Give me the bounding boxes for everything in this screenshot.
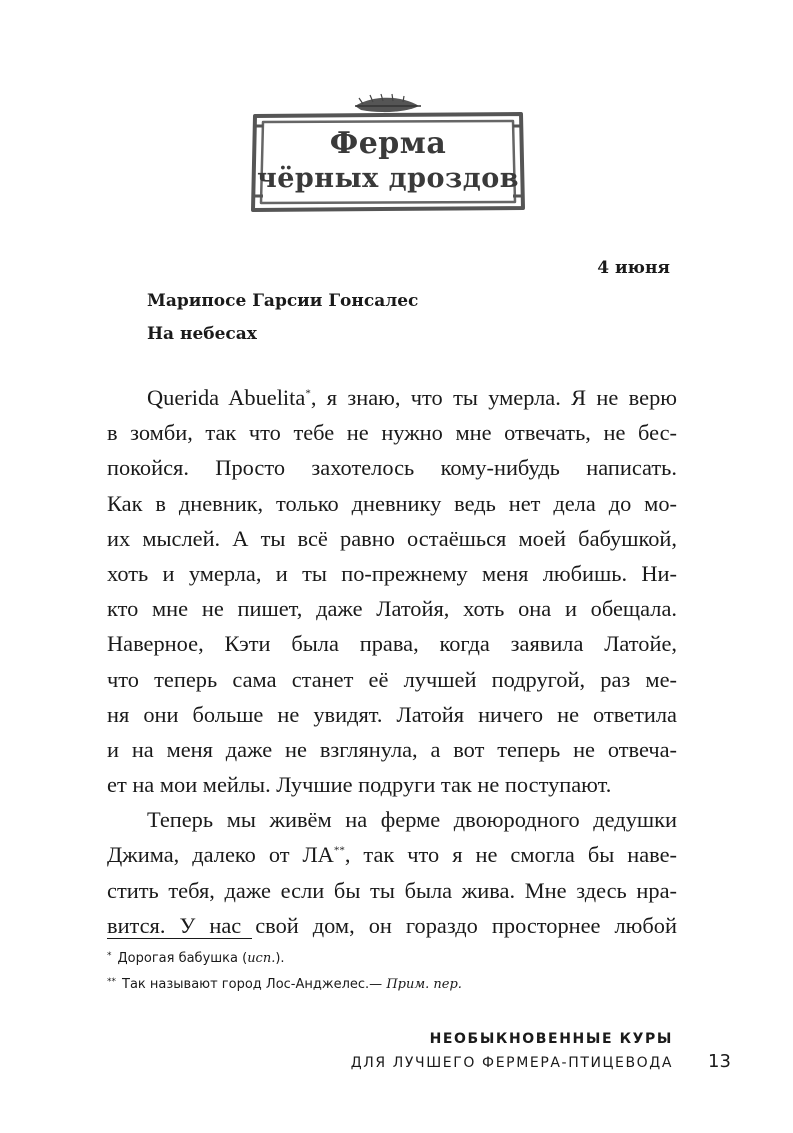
- text-segment: Querida Abuelita: [147, 385, 306, 410]
- text-segment: Джима, далеко от ЛА: [107, 842, 334, 868]
- body-line: [107, 380, 677, 415]
- letter-location: На небесах: [147, 324, 257, 344]
- body-line: Как в дневник, только дневнику ведь нет дела до мо-: [107, 490, 677, 516]
- body-line: стить тебя, даже если бы ты была жива. Мне здесь нра-: [107, 877, 677, 903]
- body-line: их мыслей. А ты всё равно остаёшься моей бабушкой,: [107, 525, 677, 551]
- body-line: хоть и умерла, и ты по-прежнему меня любишь. Ни-: [107, 560, 677, 586]
- body-line: и на меня даже не взглянула, а вот теперь не отвеча-: [107, 736, 677, 762]
- body-line: ня они больше не увидят. Латойя ничего не ответила: [107, 701, 677, 727]
- letter-body: [107, 380, 677, 943]
- footnote-1: [107, 951, 285, 966]
- footnote-text: ).: [275, 951, 285, 966]
- body-line: покойся. Просто захотелось кому-нибудь написать.: [107, 455, 677, 481]
- logo-title-line1: Ферма: [329, 126, 447, 161]
- footnote-text: Дорогая бабушка (: [117, 951, 248, 966]
- footnote-text: Так называют город Лос-Анджелес.—: [122, 977, 387, 992]
- footnote-ref: *: [305, 387, 311, 400]
- footnote-italic: исп.: [247, 951, 276, 966]
- body-line: в зомби, так что тебе не нужно мне отвечать, не бес-: [107, 420, 677, 446]
- footnote-2: [107, 977, 462, 992]
- letter-date: 4 июня: [597, 258, 670, 278]
- letter-addressee: Марипосе Гарсии Гонсалес: [147, 291, 419, 311]
- footnote-mark: *: [107, 951, 112, 961]
- page-number: 13: [708, 1051, 731, 1072]
- body-line: кто мне не пишет, даже Латойя, хоть она и обещала.: [107, 596, 677, 622]
- text-segment: , так что я не смогла бы наве-: [344, 842, 677, 868]
- text-segment: , я знаю, что ты умерла. Я не верю: [310, 385, 677, 410]
- body-line: что теперь сама станет её лучшей подругой, раз ме-: [107, 666, 677, 692]
- body-line: вится. У нас свой дом, он гораздо просторнее любой: [107, 912, 677, 938]
- body-line: [107, 837, 677, 872]
- footnote-ref: **: [333, 844, 345, 857]
- body-line: Наверное, Кэти была права, когда заявила Латойе,: [107, 631, 677, 657]
- footnote-italic: Прим. пер.: [386, 977, 462, 992]
- farm-logo: [243, 92, 533, 214]
- footnote-mark: **: [107, 977, 116, 987]
- body-line: Теперь мы живём на ферме двоюродного дедушки: [147, 807, 677, 833]
- logo-title-line2: чёрных дроздов: [256, 163, 520, 194]
- running-head-subtitle: ДЛЯ ЛУЧШЕГО ФЕРМЕРА-ПТИЦЕВОДА: [350, 1055, 673, 1071]
- feather-icon: [355, 94, 421, 112]
- footnote-divider: [107, 938, 252, 939]
- body-line: ет на мои мейлы. Лучшие подруги так не поступают.: [107, 772, 612, 798]
- running-head-title: НЕОБЫКНОВЕННЫЕ КУРЫ: [429, 1031, 673, 1047]
